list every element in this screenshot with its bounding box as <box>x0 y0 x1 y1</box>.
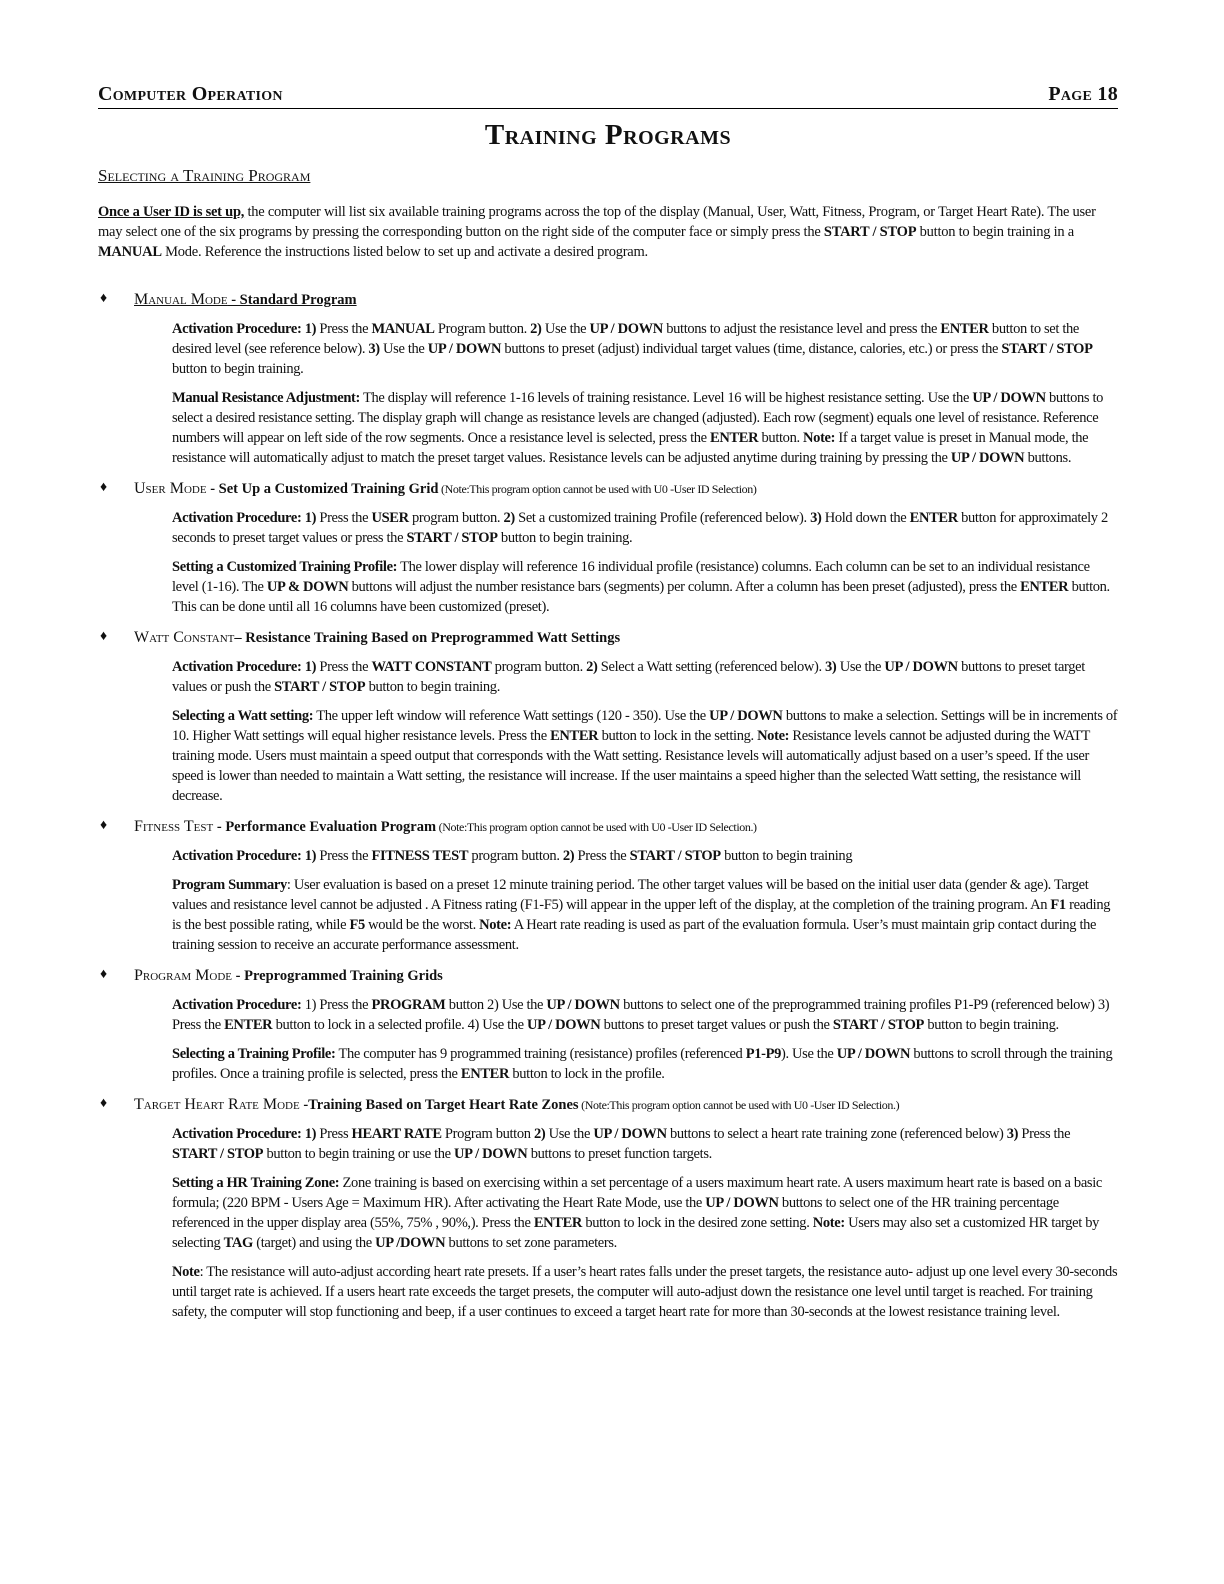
emphasis-text: F1 <box>1050 897 1066 913</box>
body-text: Program button. <box>434 321 531 337</box>
mode-paragraph <box>172 508 1118 548</box>
emphasis-text: Setting a HR Training Zone: <box>172 1175 340 1191</box>
emphasis-text: Selecting a Training Profile: <box>172 1046 336 1062</box>
body-text: buttons to select one of the preprogrammed training profiles P1-P9 (referenced below) 3) Press the <box>172 997 1110 1033</box>
program-mode-section <box>98 290 1118 468</box>
emphasis-text: UP /DOWN <box>375 1235 446 1251</box>
mode-title <box>134 966 1118 986</box>
mode-paragraph <box>172 706 1118 806</box>
body-text: If a target value is preset in Manual mode, the resistance will automatically adjust to match the preset target values. Resistance levels can be adjusted anytime during training by pressing the <box>172 430 1089 466</box>
emphasis-text: 3) <box>810 510 822 526</box>
emphasis-text: Selecting a Watt setting: <box>172 708 314 724</box>
intro-text: button to begin training in a <box>916 224 1074 240</box>
intro-text: Mode. Reference the instructions listed below to set up and activate a desired program. <box>161 244 648 260</box>
emphasis-text: 2) <box>586 659 598 675</box>
body-text: Resistance levels cannot be adjusted during the WATT training mode. Users must maintain a speed output that corresponds with the Watt setting. Resistance levels will automatically adjust based on a user’s speed. If the user speed is lower than needed to maintain a Watt setting, the resistance will increase. If the user maintains a speed higher than the selected Watt setting, the resistance will decrease. <box>172 728 1090 804</box>
body-text: The display will reference 1-16 levels of training resistance. Level 16 will be highest resistance setting. Use the <box>360 390 973 406</box>
emphasis-text: START / STOP <box>1001 341 1093 357</box>
intro-paragraph <box>98 202 1118 262</box>
body-text: program button. <box>408 510 504 526</box>
body-text: reading is the best possible rating, while <box>172 897 1111 933</box>
body-text: The computer has 9 programmed training (resistance) profiles (referenced <box>335 1046 746 1062</box>
emphasis-text: UP / DOWN <box>709 708 783 724</box>
emphasis-text: START / STOP <box>172 1146 264 1162</box>
mode-subtitle: - Standard Program <box>227 292 357 308</box>
body-text: button to begin training. <box>365 679 500 695</box>
mode-name: User Mode <box>134 480 207 497</box>
emphasis-text: UP / DOWN <box>593 1126 667 1142</box>
mode-paragraph <box>172 319 1118 379</box>
body-text: buttons to scroll through the training profiles. Once a training profile is selected, press the <box>172 1046 1113 1082</box>
body-text: Program button <box>441 1126 534 1142</box>
emphasis-text: TAG <box>223 1235 253 1251</box>
mode-paragraph <box>172 1173 1118 1253</box>
body-text: button to begin training <box>720 848 853 864</box>
body-text: would be the worst. <box>364 917 480 933</box>
body-text: button. This can be done until all 16 columns have been customized (preset). <box>172 579 1110 615</box>
intro-text: the computer will list six available training programs across the top of the display (Manual, User, Watt, Fitness, Program, or Target Heart Rate). The user may select one of the six programs by pressing the corresponding button on the right side of the computer face or simply press the <box>98 204 1096 240</box>
body-text: button. <box>758 430 804 446</box>
diamond-bullet-icon: ♦ <box>100 1096 108 1111</box>
body-text: Press the <box>574 848 630 864</box>
body-text: buttons to preset (adjust) individual target values (time, distance, calories, etc.) or press the <box>501 341 1002 357</box>
intro-lead: Once a User ID is set up, <box>98 204 245 220</box>
body-text: button for approximately 2 seconds to preset target values or press the <box>172 510 1108 546</box>
emphasis-text: Activation Procedure: 1) <box>172 1126 317 1142</box>
mode-subtitle: -Training Based on Target Heart Rate Zones <box>299 1097 579 1113</box>
mode-paragraph <box>172 657 1118 697</box>
body-text: ). Use the <box>781 1046 837 1062</box>
body-text: button to begin training or use the <box>263 1146 455 1162</box>
emphasis-text: FITNESS TEST <box>371 848 469 864</box>
body-text: buttons to adjust the resistance level and press the <box>662 321 941 337</box>
emphasis-text: 2) <box>533 1126 546 1142</box>
program-mode-list <box>98 290 1118 1322</box>
emphasis-text: Note <box>172 1264 200 1280</box>
body-text: Use the <box>541 321 590 337</box>
emphasis-text: USER <box>371 510 409 526</box>
emphasis-text: ENTER <box>533 1215 583 1231</box>
body-text: Users may also set a customized HR target by selecting <box>172 1215 1100 1251</box>
emphasis-text: Manual Resistance Adjustment: <box>172 390 361 406</box>
body-text: buttons to preset target values or push the <box>172 659 1085 695</box>
mode-paragraph <box>172 875 1118 955</box>
body-text: : The resistance will auto-adjust according heart rate presets. If a user’s heart rates falls under the preset targets, the resistance auto- adjust up one level every 30-seconds until target rate is achieved. If a users heart rate exceeds the target presets, the computer will auto-adjust down the resistance one level until target is reached. For training safety, the computer will stop functioning and beep, if a user continues to exceed a target heart rate for more than 30-seconds at the lowest resistance training level. <box>172 1264 1118 1320</box>
emphasis-text: START / STOP <box>274 679 366 695</box>
body-text: buttons will adjust the number resistance bars (segments) per column. After a column has been preset (adjusted), press the <box>348 579 1021 595</box>
mode-paragraph <box>172 995 1118 1035</box>
emphasis-text: 3) <box>825 659 837 675</box>
emphasis-text: UP / DOWN <box>454 1146 528 1162</box>
mode-title <box>134 290 1118 310</box>
emphasis-text: ENTER <box>460 1066 510 1082</box>
body-text: Use the <box>545 1126 594 1142</box>
body-text: Press the <box>316 510 372 526</box>
emphasis-text: Note: <box>812 1215 845 1231</box>
mode-subtitle: - Preprogrammed Training Grids <box>232 968 443 984</box>
program-mode-section <box>98 479 1118 617</box>
emphasis-text: ENTER <box>550 728 599 744</box>
mode-paragraph <box>172 388 1118 468</box>
body-text: button 2) Use the <box>445 997 547 1013</box>
emphasis-text: UP / DOWN <box>546 997 620 1013</box>
emphasis-text: UP / DOWN <box>527 1017 601 1033</box>
body-text: buttons to make a selection. Settings will be in increments of 10. Higher Watt settings will equal higher resistance levels. Press the <box>172 708 1118 744</box>
intro-keyword: MANUAL <box>98 244 162 260</box>
body-text: Press the <box>316 659 372 675</box>
emphasis-text: MANUAL <box>371 321 435 337</box>
body-text: The lower display will reference 16 individual profile (resistance) columns. Each column can be set to an individual resistance level (1-16). The <box>172 559 1090 595</box>
body-text: buttons to set zone parameters. <box>445 1235 617 1251</box>
mode-note: (Note:This program option cannot be used with U0 -User ID Selection) <box>438 482 757 496</box>
body-text: button to lock in the desired zone setting. <box>582 1215 813 1231</box>
mode-paragraph <box>172 1262 1118 1322</box>
body-text: Press the <box>1018 1126 1071 1142</box>
emphasis-text: 2) <box>503 510 515 526</box>
body-text: button to begin training. <box>172 361 304 377</box>
emphasis-text: Note: <box>757 728 790 744</box>
mode-name: Watt Constant <box>134 629 235 646</box>
emphasis-text: P1-P9 <box>745 1046 781 1062</box>
mode-paragraph <box>172 557 1118 617</box>
intro-keyword: START / STOP <box>823 224 917 240</box>
diamond-bullet-icon: ♦ <box>100 480 108 495</box>
body-text: buttons to select one of the HR training percentage referenced in the upper display area (55%, 75% , 90%,). Press the <box>172 1195 1059 1231</box>
emphasis-text: HEART RATE <box>351 1126 442 1142</box>
emphasis-text: 3) <box>1006 1126 1019 1142</box>
body-text: Press the <box>316 321 372 337</box>
document-page <box>98 80 1118 1322</box>
body-text: The upper left window will reference Watt settings (120 - 350). Use the <box>313 708 710 724</box>
emphasis-text: 3) <box>368 341 380 357</box>
body-text: buttons. <box>1024 450 1072 466</box>
emphasis-text: UP / DOWN <box>972 390 1046 406</box>
emphasis-text: 2) <box>562 848 575 864</box>
emphasis-text: UP & DOWN <box>266 579 349 595</box>
emphasis-text: 2) <box>530 321 542 337</box>
body-text: buttons to select a desired resistance setting. The display graph will change as resistance levels are changed (adjusted). Each row (segment) equals one level of resistance. Reference numbers will appear on left side of the row segments. Once a resistance level is selected, press the <box>172 390 1104 446</box>
section-heading: Selecting a Training Program <box>98 166 311 185</box>
emphasis-text: WATT CONSTANT <box>371 659 492 675</box>
emphasis-text: Program Summary <box>172 877 287 893</box>
body-text: Hold down the <box>821 510 910 526</box>
body-text: button to begin training. <box>497 530 633 546</box>
emphasis-text: UP / DOWN <box>950 450 1025 466</box>
emphasis-text: ENTER <box>1020 579 1069 595</box>
body-text: button to lock in the profile. <box>509 1066 665 1082</box>
emphasis-text: Activation Procedure: 1) <box>172 321 317 337</box>
emphasis-text: ENTER <box>224 1017 273 1033</box>
emphasis-text: F5 <box>349 917 365 933</box>
emphasis-text: START / STOP <box>406 530 498 546</box>
emphasis-text: Activation Procedure: <box>172 997 302 1013</box>
section-name: Computer Operation <box>98 83 283 105</box>
emphasis-text: START / STOP <box>629 848 721 864</box>
mode-subtitle: - Performance Evaluation Program <box>213 819 437 835</box>
body-text: Press <box>316 1126 352 1142</box>
emphasis-text: ENTER <box>909 510 958 526</box>
body-text: program button. <box>468 848 563 864</box>
emphasis-text: ENTER <box>710 430 759 446</box>
mode-title <box>134 479 1118 499</box>
program-mode-section <box>98 817 1118 955</box>
program-mode-section <box>98 966 1118 1084</box>
body-text: Press the <box>316 848 372 864</box>
emphasis-text: Activation Procedure: 1) <box>172 659 317 675</box>
emphasis-text: PROGRAM <box>371 997 446 1013</box>
emphasis-text: START / STOP <box>832 1017 925 1033</box>
emphasis-text: UP / DOWN <box>705 1195 779 1211</box>
running-header <box>98 80 1118 109</box>
diamond-bullet-icon: ♦ <box>100 967 108 982</box>
mode-title <box>134 817 1118 837</box>
mode-note: (Note:This program option cannot be used with U0 -User ID Selection.) <box>578 1098 900 1112</box>
mode-subtitle: - Set Up a Customized Training Grid <box>206 481 439 497</box>
body-text: Set a customized training Profile (referenced below). <box>514 510 811 526</box>
body-text: 1) Press the <box>301 997 372 1013</box>
mode-subtitle: – Resistance Training Based on Preprogrammed Watt Settings <box>234 630 621 646</box>
page-number: Page 18 <box>1048 83 1118 105</box>
emphasis-text: Setting a Customized Training Profile: <box>172 559 398 575</box>
program-mode-section <box>98 1095 1118 1322</box>
diamond-bullet-icon: ♦ <box>100 629 108 644</box>
emphasis-text: UP / DOWN <box>427 341 502 357</box>
mode-name: Target Heart Rate Mode <box>134 1096 300 1113</box>
mode-paragraph <box>172 1124 1118 1164</box>
emphasis-text: UP / DOWN <box>884 659 958 675</box>
diamond-bullet-icon: ♦ <box>100 291 108 306</box>
mode-name: Program Mode <box>134 967 233 984</box>
body-text: Use the <box>379 341 428 357</box>
body-text: Zone training is based on exercising within a set percentage of a users maximum heart rate. A users maximum heart rate is based on a basic formula; (220 BPM - Users Age = Maximum HR). After activating the Heart Rate Mode, use the <box>172 1175 1102 1211</box>
emphasis-text: Note: <box>803 430 836 446</box>
body-text: program button. <box>491 659 587 675</box>
body-text: button to lock in the setting. <box>598 728 758 744</box>
mode-note: (Note:This program option cannot be used with U0 -User ID Selection.) <box>436 820 757 834</box>
mode-paragraph <box>172 1044 1118 1084</box>
mode-name: Manual Mode <box>134 291 228 308</box>
mode-title <box>134 1095 1118 1115</box>
emphasis-text: ENTER <box>940 321 989 337</box>
mode-name: Fitness Test <box>134 818 214 835</box>
body-text: : User evaluation is based on a preset 12 minute training period. The other target values will be based on the initial user data (gender & age). Target values and resistance level cannot be adjusted . A Fitness rating (F1-F5) will appear in the upper left of the display, at the completion of the training program. An <box>172 877 1089 913</box>
body-text: button to begin training. <box>924 1017 1059 1033</box>
emphasis-text: Activation Procedure: 1) <box>172 848 317 864</box>
body-text: Use the <box>836 659 885 675</box>
emphasis-text: Activation Procedure: 1) <box>172 510 317 526</box>
body-text: button to lock in a selected profile. 4) Use the <box>272 1017 528 1033</box>
emphasis-text: UP / DOWN <box>836 1046 911 1062</box>
emphasis-text: UP / DOWN <box>589 321 663 337</box>
body-text: (target) and using the <box>252 1235 376 1251</box>
body-text: Select a Watt setting (referenced below). <box>597 659 826 675</box>
body-text: buttons to preset function targets. <box>527 1146 712 1162</box>
body-text: A Heart rate reading is used as part of the evaluation formula. User’s must maintain grip contact during the training session to receive an accurate performance assessment. <box>172 917 1097 953</box>
mode-title <box>134 628 1118 648</box>
body-text: buttons to preset target values or push the <box>600 1017 833 1033</box>
body-text: button to set the desired level (see reference below). <box>172 321 1079 357</box>
diamond-bullet-icon: ♦ <box>100 818 108 833</box>
body-text: buttons to select a heart rate training zone (referenced below) <box>666 1126 1007 1142</box>
mode-paragraph <box>172 846 1118 866</box>
emphasis-text: Note: <box>479 917 512 933</box>
program-mode-section <box>98 628 1118 806</box>
page-title: Training Programs <box>484 119 732 151</box>
